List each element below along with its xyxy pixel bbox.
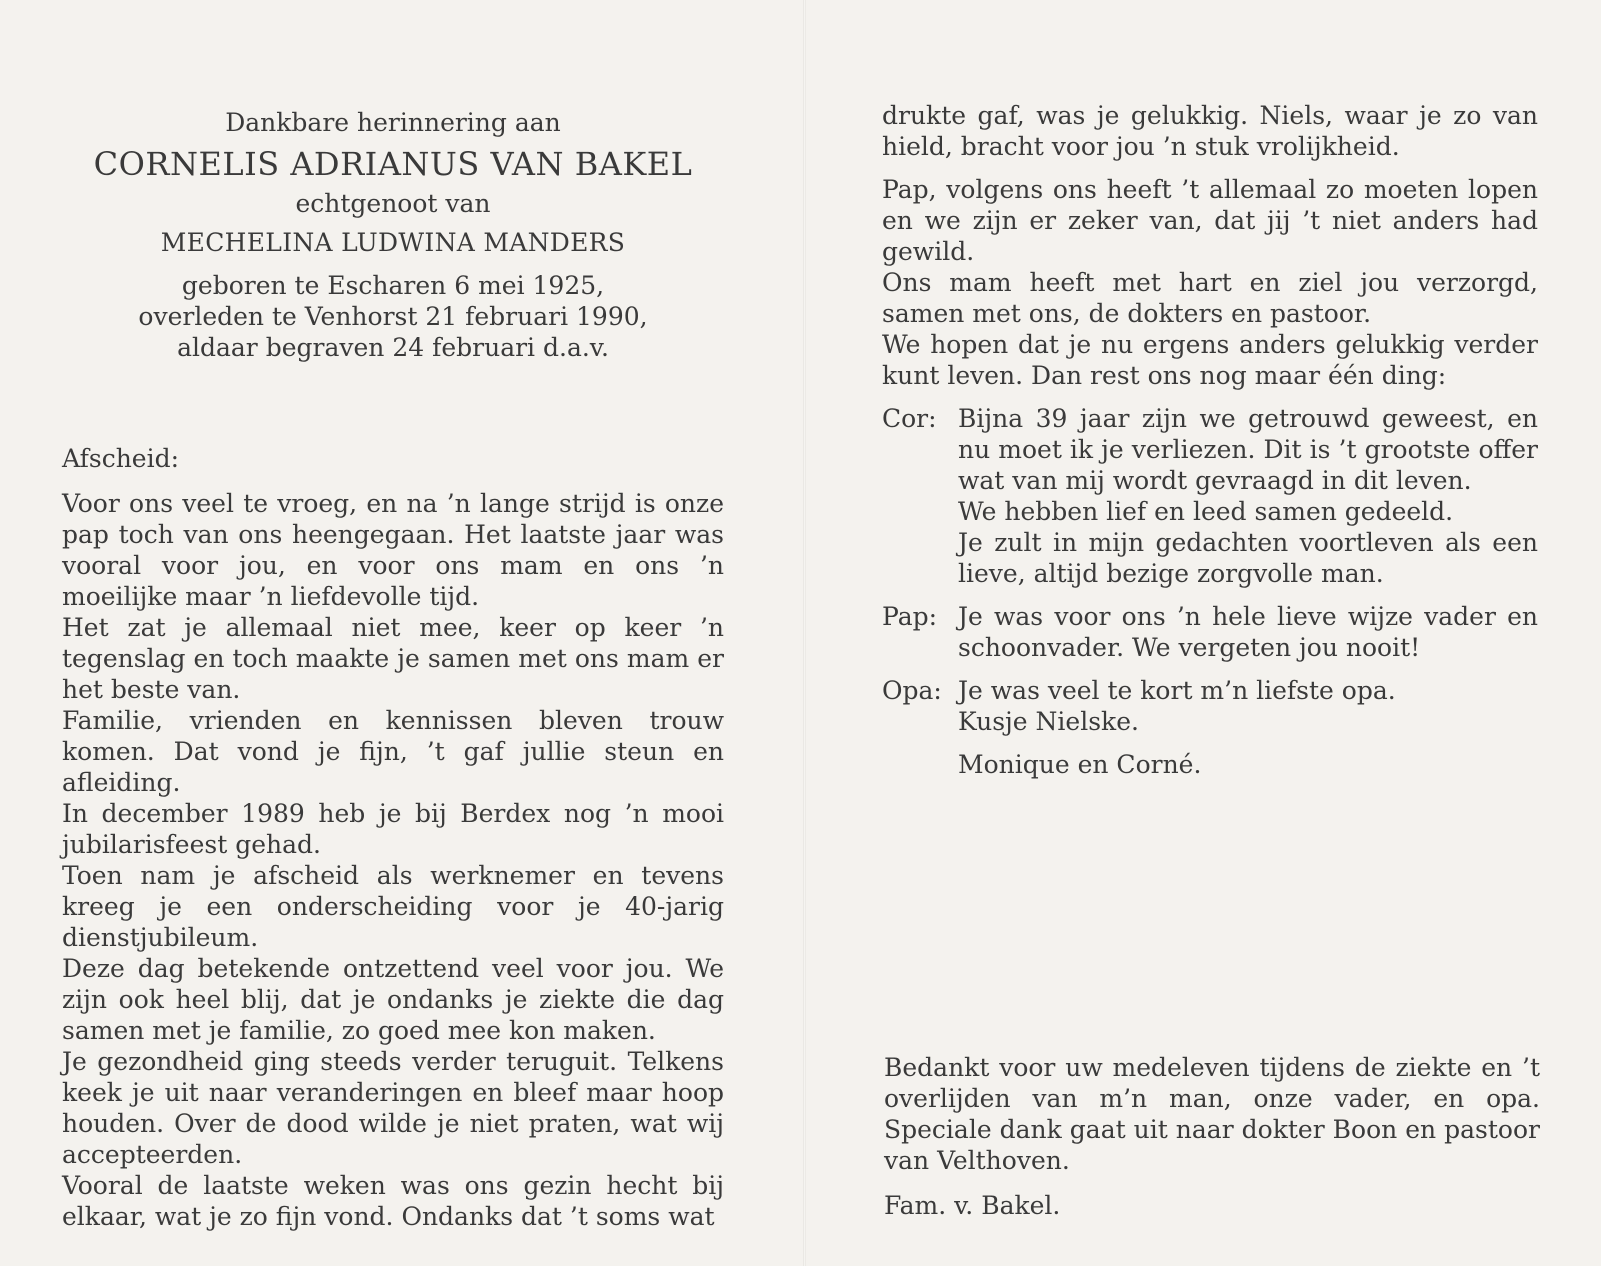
family-signature: Fam. v. Bakel. xyxy=(884,1191,1061,1220)
spouse-name: MECHELINA LUDWINA MANDERS xyxy=(160,228,626,257)
farewell-paragraph: Vooral de laatste weken was ons gezin hecht bij elkaar, wat je zo fijn vond. Ondanks dat ’t soms wat xyxy=(62,1171,724,1231)
buried-line: aldaar begraven 24 februari d.a.v. xyxy=(177,333,609,362)
thanks-block xyxy=(884,1052,1540,1221)
farewell-paragraph: Toen nam je afscheid als werknemer en tevens kreeg je een onderscheiding voor je 40-jarig dienstjubileum. xyxy=(62,861,724,952)
right-panel xyxy=(882,100,1538,780)
message-pap xyxy=(882,601,1538,663)
message-cor xyxy=(882,403,1538,589)
message-text xyxy=(958,403,1538,589)
paragraph: Ons mam heeft met hart en ziel jou verzorgd, samen met ons, de dokters en pastoor. xyxy=(882,268,1538,328)
farewell-paragraph: Je gezondheid ging steeds verder teruguit. Telkens keek je uit naar veranderingen en bleef maar hoop houden. Over de dood wilde je niet praten, wat wij accepteerden. xyxy=(62,1047,724,1169)
farewell-paragraph: Het zat je allemaal niet mee, keer op keer ’n tegenslag en toch maakte je samen met ons mam er het beste van. xyxy=(62,613,724,704)
message-text: Je was voor ons ’n hele lieve wijze vader en schoonvader. We vergeten jou nooit! xyxy=(958,602,1538,662)
message-label: Opa: xyxy=(882,676,942,705)
paragraph: We hopen dat je nu ergens anders gelukkig verder kunt leven. Dan rest ons nog maar één ding: xyxy=(882,330,1538,390)
message-text xyxy=(958,675,1538,737)
message-line: Je was veel te kort m’n liefste opa. xyxy=(958,676,1396,705)
farewell-paragraph: Familie, vrienden en kennissen bleven trouw komen. Dat vond je fijn, ’t gaf jullie steun en afleiding. xyxy=(62,706,724,797)
deceased-name: CORNELIS ADRIANUS VAN BAKEL xyxy=(93,145,693,183)
paragraph: Pap, volgens ons heeft ’t allemaal zo moeten lopen en we zijn er zeker van, dat jij ’t niet anders had gewild. xyxy=(882,175,1538,266)
message-line: Je zult in mijn gedachten voortleven als een lieve, altijd bezige zorgvolle man. xyxy=(958,528,1538,588)
message-line: We hebben lief en leed samen gedeeld. xyxy=(958,497,1454,526)
message-label: Cor: xyxy=(882,404,937,433)
header-block xyxy=(62,106,724,363)
continuation-paragraph: drukte gaf, was je gelukkig. Niels, waar je zo van hield, bracht voor jou ’n stuk vrolijkheid. xyxy=(882,101,1538,161)
message-line: Kusje Nielske. xyxy=(958,707,1139,736)
dedication: Dankbare herinnering aan xyxy=(225,108,561,137)
thanks-text: Bedankt voor uw medeleven tijdens de ziekte en ’t overlijden van m’n man, onze vader, en opa. Speciale dank gaat uit naar dokter Boon en pastoor van Velthoven. xyxy=(884,1053,1540,1175)
spouse-label: echtgenoot van xyxy=(295,189,491,218)
signature: Monique en Corné. xyxy=(958,750,1202,779)
message-line: Bijna 39 jaar zijn we getrouwd geweest, en nu moet ik je verliezen. Dit is ’t grootste offer wat van mij wordt gevraagd in dit leven. xyxy=(958,404,1538,495)
died-line: overleden te Venhorst 21 februari 1990, xyxy=(138,302,648,331)
card-fold xyxy=(803,0,806,1266)
message-label: Pap: xyxy=(882,602,938,631)
message-opa xyxy=(882,675,1538,737)
born-line: geboren te Escharen 6 mei 1925, xyxy=(181,271,605,300)
farewell-paragraph: Deze dag betekende ontzettend veel voor jou. We zijn ook heel blij, dat je ondanks je ziekte die dag samen met je familie, zo goed mee kon maken. xyxy=(62,954,724,1045)
left-panel xyxy=(62,100,724,1232)
farewell-heading: Afscheid: xyxy=(62,444,180,473)
farewell-paragraph: Voor ons veel te vroeg, en na ’n lange strijd is onze pap toch van ons heengegaan. Het laatste jaar was vooral voor jou, en voor ons mam en ons ’n moeilijke maar ’n liefdevolle tijd. xyxy=(62,489,724,611)
farewell-paragraph: In december 1989 heb je bij Berdex nog ’n mooi jubilarisfeest gehad. xyxy=(62,799,724,859)
